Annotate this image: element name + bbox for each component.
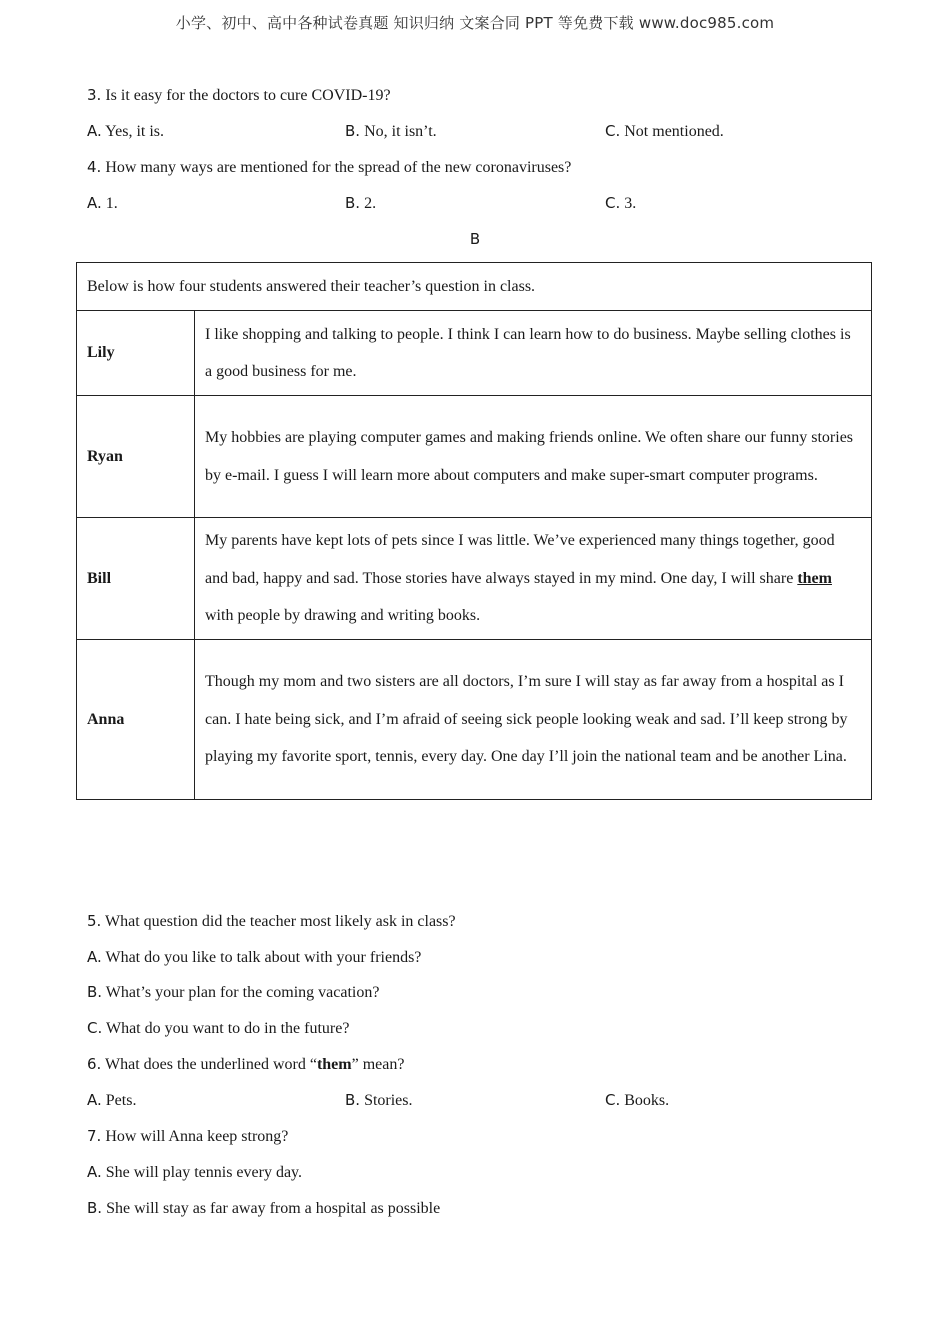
option-text: Books. [620, 1092, 670, 1109]
option-letter: A. [87, 1163, 102, 1181]
option-text: She will stay as far away from a hospital as possible [102, 1200, 441, 1217]
option-text: 2. [360, 195, 377, 212]
option-letter: A. [87, 1091, 102, 1109]
q3-option-b [345, 121, 437, 142]
q7-option-a [87, 1162, 302, 1183]
option-letter: B. [345, 1091, 361, 1109]
question-number: 4. [87, 158, 102, 176]
question-text: ” mean? [351, 1056, 405, 1073]
student-name: Ryan [77, 396, 195, 518]
q4-option-c [605, 193, 636, 214]
question-number: 7. [87, 1127, 102, 1145]
q6-option-c [605, 1090, 669, 1111]
answer-text: with people by drawing and writing books. [205, 607, 481, 625]
question-text: Is it easy for the doctors to cure COVID-19? [101, 87, 391, 104]
option-text: Not mentioned. [620, 123, 724, 140]
option-letter: C. [605, 194, 621, 212]
question-number: 3. [87, 86, 102, 104]
question-6 [87, 1054, 404, 1075]
page-header: 小学、初中、高中各种试卷真题 知识归纳 文案合同 PPT 等免费下载 www.doc985.com [175, 14, 775, 32]
section-heading: B [469, 230, 481, 248]
option-letter: C. [605, 1091, 621, 1109]
q6-option-b [345, 1090, 413, 1111]
option-text: No, it isn’t. [360, 123, 437, 140]
q5-option-c [87, 1018, 349, 1039]
option-letter: C. [87, 1019, 103, 1037]
q6-option-a [87, 1090, 136, 1111]
option-text: 3. [620, 195, 637, 212]
question-number: 5. [87, 912, 102, 930]
students-table [76, 262, 872, 800]
option-text: What’s your plan for the coming vacation? [102, 984, 380, 1001]
option-text: What do you want to do in the future? [102, 1020, 350, 1037]
option-text: Yes, it is. [101, 123, 165, 140]
table-row [77, 263, 872, 311]
option-letter: B. [87, 983, 103, 1001]
option-text: Pets. [101, 1092, 137, 1109]
q5-option-b [87, 982, 379, 1003]
student-name: Bill [77, 518, 195, 640]
option-text: Stories. [360, 1092, 413, 1109]
question-3 [87, 85, 391, 106]
q3-option-c [605, 121, 724, 142]
option-text: She will play tennis every day. [101, 1164, 303, 1181]
q4-option-a [87, 193, 118, 214]
question-number: 6. [87, 1055, 102, 1073]
option-text: 1. [101, 195, 118, 212]
q4-option-b [345, 193, 376, 214]
table-row [77, 396, 872, 518]
option-letter: A. [87, 194, 102, 212]
question-text: What question did the teacher most likely ask in class? [101, 913, 456, 930]
student-name: Lily [77, 311, 195, 396]
table-intro: Below is how four students answered their teacher’s question in class. [77, 263, 872, 311]
option-letter: B. [87, 1199, 103, 1217]
question-5 [87, 911, 456, 932]
option-letter: C. [605, 122, 621, 140]
q5-option-a [87, 947, 421, 968]
answer-text: My parents have kept lots of pets since I was little. We’ve experienced many things together, good and bad, happy and sad. Those stories have always stayed in my mind. One day, I will share [205, 532, 835, 587]
q3-option-a [87, 121, 164, 142]
question-text: How will Anna keep strong? [101, 1128, 289, 1145]
table-row [77, 640, 872, 800]
option-letter: A. [87, 122, 102, 140]
student-answer: My hobbies are playing computer games and making friends online. We often share our funny stories by e-mail. I guess I will learn more about computers and make super-smart computer programs. [195, 396, 872, 518]
option-letter: A. [87, 948, 102, 966]
option-letter: B. [345, 194, 361, 212]
student-name: Anna [77, 640, 195, 800]
question-7 [87, 1126, 288, 1147]
question-text: How many ways are mentioned for the spread of the new coronaviruses? [101, 159, 572, 176]
table-row [77, 311, 872, 396]
underlined-word: them [797, 569, 832, 587]
student-answer: I like shopping and talking to people. I think I can learn how to do business. Maybe selling clothes is a good business for me. [195, 311, 872, 396]
table-row [77, 518, 872, 640]
question-4 [87, 157, 571, 178]
option-text: What do you like to talk about with your friends? [101, 949, 422, 966]
option-letter: B. [345, 122, 361, 140]
student-answer: Though my mom and two sisters are all doctors, I’m sure I will stay as far away from a hospital as I can. I hate being sick, and I’m afraid of seeing sick people looking weak and sad. I’ll keep strong by playing my favorite sport, tennis, every day. One day I’ll join the national team and be another Lina. [195, 640, 872, 800]
bold-word: them [316, 1056, 352, 1073]
student-answer [195, 518, 872, 640]
question-text: What does the underlined word “ [101, 1056, 317, 1073]
q7-option-b [87, 1198, 440, 1219]
